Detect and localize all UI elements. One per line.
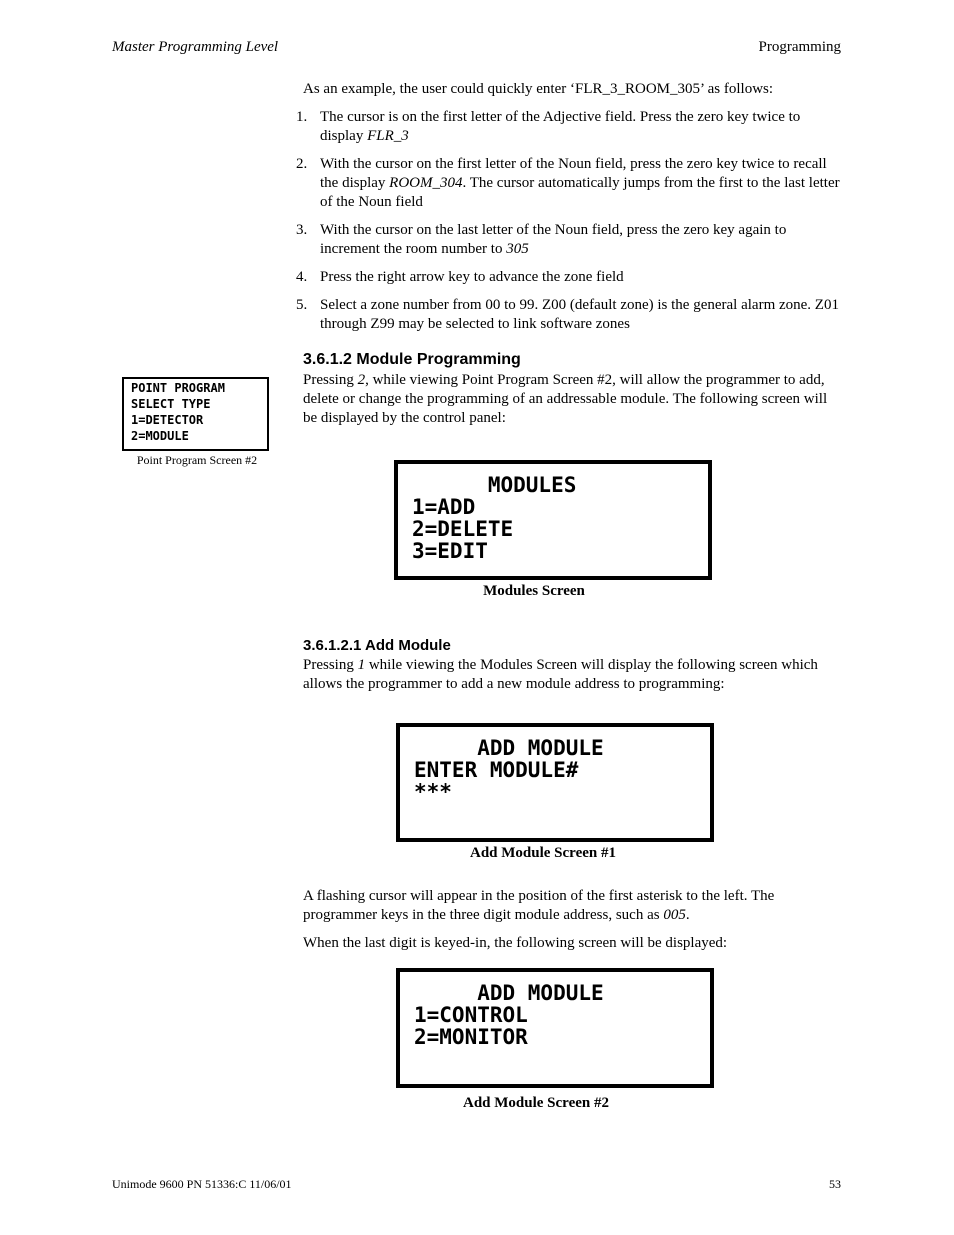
add-module-lcd-1: ADD MODULE ENTER MODULE# *** [396, 723, 714, 842]
page-number: 53 [829, 1177, 841, 1191]
add-module-2-caption: Add Module Screen #2 [463, 1095, 609, 1111]
footer-document-id: Unimode 9600 PN 51336:C 11/06/01 [112, 1177, 292, 1191]
list-item: 5. Select a zone number from 00 to 99. Z00 (default zone) is the general alarm zone. Z01 through Z99 may be selected to link software zones [296, 297, 839, 332]
add-module-lcd-2: ADD MODULE 1=CONTROL 2=MONITOR [396, 968, 714, 1088]
list-item: 3. With the cursor on the last letter of the Noun field, press the zero key again to increment the room number to 305 [296, 222, 787, 257]
last-digit-paragraph: When the last digit is keyed-in, the following screen will be displayed: [303, 935, 728, 951]
point-program-caption: Point Program Screen #2 [136, 453, 258, 467]
modules-lcd: MODULES 1=ADD 2=DELETE 3=EDIT [394, 460, 712, 580]
module-programming-paragraph: Pressing 2, while viewing Point Program Screen #2, will allow the programmer to add, delete or change the programming of an addressable module. The following screen will be displayed by the control panel: [303, 372, 828, 426]
section-heading-module-programming: 3.6.1.2 Module Programming [303, 351, 521, 368]
list-item: 4. Press the right arrow key to advance the zone field [296, 269, 624, 285]
list-item: 2. With the cursor on the first letter of the Noun field, press the zero key twice to recall the display ROOM_304. The cursor automatically jumps from the first to the last letter of the Noun field [296, 156, 840, 210]
modules-caption: Modules Screen [483, 583, 585, 599]
intro-paragraph: As an example, the user could quickly enter ‘FLR_3_ROOM_305’ as follows: [303, 81, 774, 97]
section-heading-add-module: 3.6.1.2.1 Add Module [303, 637, 451, 654]
flashing-cursor-paragraph: A flashing cursor will appear in the position of the first asterisk to the left. The programmer keys in the three digit module address, such as 005. [303, 888, 775, 923]
add-module-1-caption: Add Module Screen #1 [470, 845, 616, 861]
running-header-left: Master Programming Level [112, 39, 279, 55]
list-item: 1. The cursor is on the first letter of the Adjective field. Press the zero key twice to display FLR_3 [296, 109, 801, 144]
point-program-lcd: POINT PROGRAM SELECT TYPE 1=DETECTOR 2=MODULE [122, 377, 269, 451]
add-module-paragraph: Pressing 1 while viewing the Modules Screen will display the following screen which allows the programmer to add a new module address to programming: [303, 657, 818, 692]
running-header-right: Programming [758, 39, 841, 55]
steps-list [296, 108, 844, 343]
